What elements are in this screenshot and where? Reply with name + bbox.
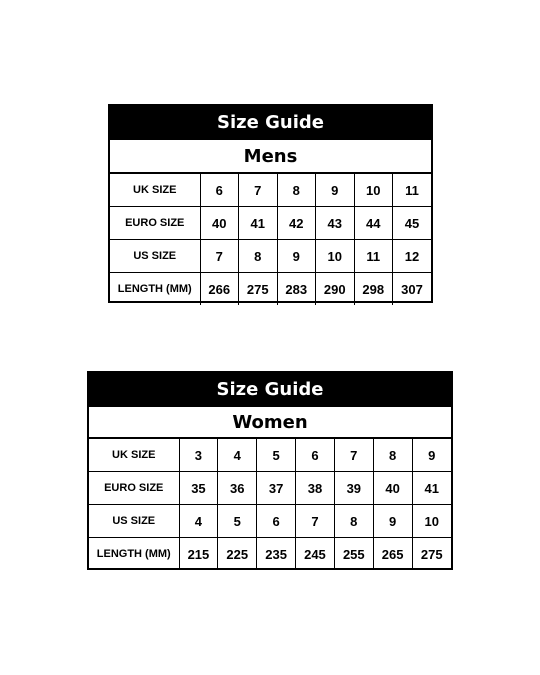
row-label: US SIZE xyxy=(89,505,179,538)
size-cell: 275 xyxy=(239,273,278,306)
size-cell: 7 xyxy=(200,240,239,273)
mens-guide-header: Size Guide xyxy=(110,106,431,140)
size-cell: 265 xyxy=(373,538,412,571)
mens-size-guide xyxy=(108,104,433,303)
row-label: EURO SIZE xyxy=(89,472,179,505)
size-cell: 45 xyxy=(393,207,432,240)
women-guide-subtitle: Women xyxy=(89,407,451,439)
size-cell: 290 xyxy=(316,273,355,306)
row-label: EURO SIZE xyxy=(110,207,200,240)
size-cell: 35 xyxy=(179,472,218,505)
size-cell: 10 xyxy=(316,240,355,273)
size-cell: 6 xyxy=(296,439,335,472)
size-cell: 9 xyxy=(412,439,451,472)
size-cell: 7 xyxy=(239,174,278,207)
size-cell: 235 xyxy=(257,538,296,571)
size-cell: 9 xyxy=(316,174,355,207)
size-cell: 43 xyxy=(316,207,355,240)
size-cell: 8 xyxy=(334,505,373,538)
size-cell: 44 xyxy=(354,207,393,240)
size-cell: 8 xyxy=(239,240,278,273)
women-size-guide xyxy=(87,371,453,570)
size-cell: 41 xyxy=(412,472,451,505)
row-label: LENGTH (MM) xyxy=(110,273,200,306)
size-cell: 40 xyxy=(373,472,412,505)
size-cell: 275 xyxy=(412,538,451,571)
size-cell: 9 xyxy=(373,505,412,538)
size-cell: 10 xyxy=(412,505,451,538)
size-cell: 283 xyxy=(277,273,316,306)
size-row xyxy=(89,439,451,472)
size-cell: 12 xyxy=(393,240,432,273)
size-cell: 4 xyxy=(179,505,218,538)
row-label: UK SIZE xyxy=(110,174,200,207)
size-cell: 298 xyxy=(354,273,393,306)
size-row xyxy=(110,174,431,207)
women-size-table xyxy=(89,439,451,570)
size-cell: 307 xyxy=(393,273,432,306)
row-label: US SIZE xyxy=(110,240,200,273)
size-cell: 40 xyxy=(200,207,239,240)
size-cell: 9 xyxy=(277,240,316,273)
size-cell: 37 xyxy=(257,472,296,505)
size-row xyxy=(110,207,431,240)
size-cell: 245 xyxy=(296,538,335,571)
size-row xyxy=(89,505,451,538)
size-cell: 39 xyxy=(334,472,373,505)
size-cell: 4 xyxy=(218,439,257,472)
women-guide-header: Size Guide xyxy=(89,373,451,407)
size-cell: 41 xyxy=(239,207,278,240)
size-cell: 38 xyxy=(296,472,335,505)
size-row xyxy=(89,538,451,571)
size-cell: 42 xyxy=(277,207,316,240)
size-cell: 215 xyxy=(179,538,218,571)
size-row xyxy=(110,240,431,273)
size-cell: 255 xyxy=(334,538,373,571)
size-cell: 5 xyxy=(218,505,257,538)
size-cell: 266 xyxy=(200,273,239,306)
row-label: UK SIZE xyxy=(89,439,179,472)
size-cell: 7 xyxy=(334,439,373,472)
size-row xyxy=(89,472,451,505)
mens-guide-subtitle: Mens xyxy=(110,140,431,174)
mens-size-table xyxy=(110,174,431,305)
size-cell: 3 xyxy=(179,439,218,472)
size-row xyxy=(110,273,431,306)
size-cell: 225 xyxy=(218,538,257,571)
size-cell: 6 xyxy=(200,174,239,207)
size-cell: 6 xyxy=(257,505,296,538)
size-cell: 11 xyxy=(354,240,393,273)
size-cell: 36 xyxy=(218,472,257,505)
size-cell: 10 xyxy=(354,174,393,207)
size-cell: 8 xyxy=(373,439,412,472)
row-label: LENGTH (MM) xyxy=(89,538,179,571)
size-cell: 11 xyxy=(393,174,432,207)
size-cell: 8 xyxy=(277,174,316,207)
size-cell: 5 xyxy=(257,439,296,472)
size-cell: 7 xyxy=(296,505,335,538)
